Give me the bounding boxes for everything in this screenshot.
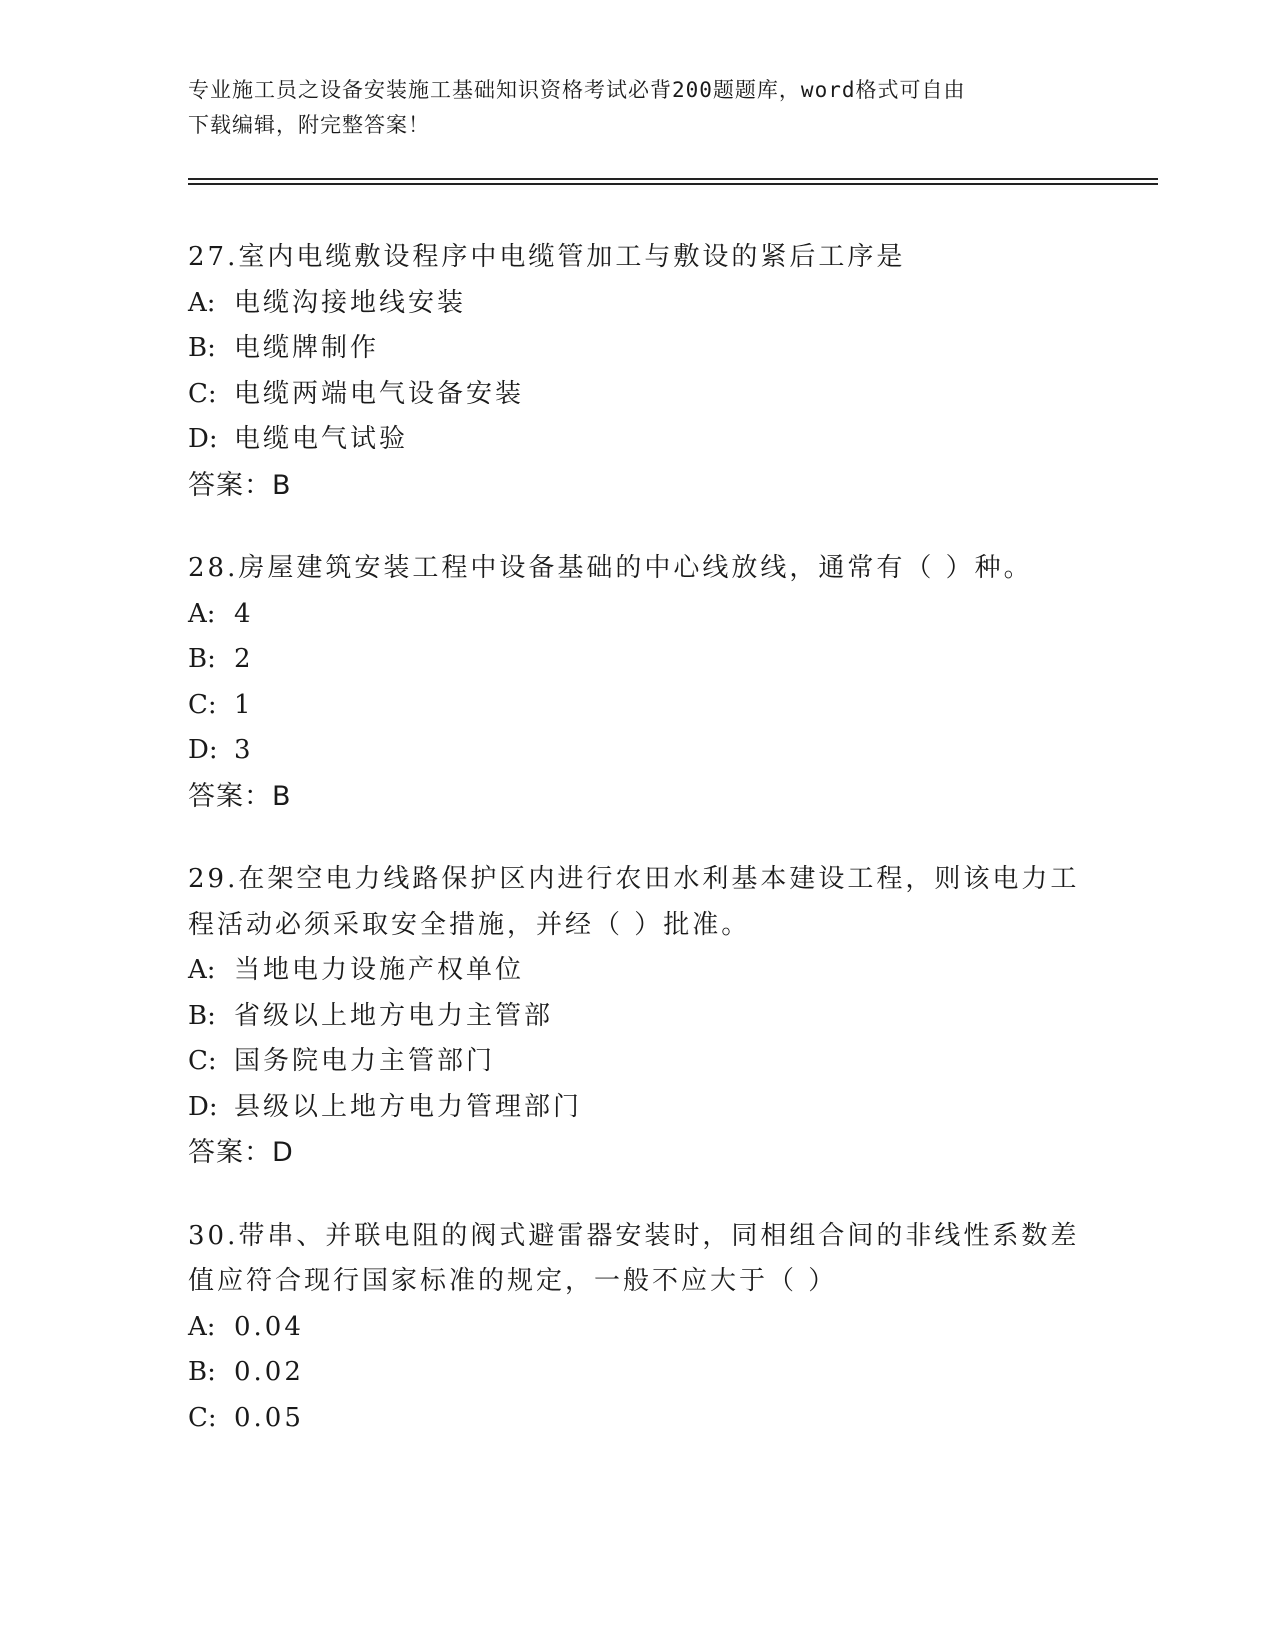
- option-key: C:: [188, 689, 217, 720]
- question-text: 27.室内电缆敷设程序中电缆管加工与敷设的紧后工序是: [188, 242, 906, 272]
- option-a: [188, 948, 1088, 994]
- option-text: 电缆牌制作: [234, 333, 380, 363]
- option-c: [188, 372, 1088, 418]
- option-key: B:: [188, 1000, 216, 1031]
- header-divider-top: [188, 178, 1158, 180]
- option-text: 1: [234, 689, 254, 720]
- option-key: C:: [188, 1402, 217, 1433]
- option-text: 县级以上地方电力管理部门: [234, 1091, 583, 1122]
- option-d: [188, 728, 1088, 774]
- option-text: 国务院电力主管部门: [234, 1046, 496, 1076]
- option-d: [188, 1085, 1088, 1131]
- option-text: 4: [234, 598, 254, 629]
- option-key: B:: [188, 333, 216, 363]
- option-key: A:: [188, 955, 216, 985]
- option-key: A:: [188, 598, 216, 629]
- option-a: [188, 592, 1088, 638]
- header-line-1: 专业施工员之设备安装施工基础知识资格考试必背200题题库，word格式可自由: [188, 78, 966, 102]
- option-text: 电缆沟接地线安装: [234, 287, 467, 318]
- option-a: [188, 281, 1088, 327]
- question-text: 29.在架空电力线路保护区内进行农田水利基本建设工程，则该电力工程活动必须采取安全措施，并经（ ）批准。: [188, 864, 1080, 940]
- option-key: B:: [188, 1357, 216, 1387]
- option-key: A:: [188, 1311, 216, 1342]
- option-key: B:: [188, 644, 216, 674]
- option-key: C:: [188, 1046, 217, 1076]
- option-b: [188, 994, 1088, 1040]
- question-29: [188, 857, 1088, 1176]
- option-b: [188, 326, 1088, 372]
- question-list: [188, 235, 1088, 1479]
- option-key: D:: [188, 1091, 218, 1122]
- answer-line: 答案：B: [188, 780, 292, 812]
- answer-line: 答案：D: [188, 1137, 294, 1168]
- option-key: D:: [188, 735, 218, 765]
- option-text: 电缆两端电气设备安装: [234, 378, 525, 409]
- document-header: [188, 73, 1068, 143]
- option-text: 当地电力设施产权单位: [234, 955, 525, 985]
- option-b: [188, 637, 1088, 683]
- question-text: 28.房屋建筑安装工程中设备基础的中心线放线，通常有（ ）种。: [188, 553, 1033, 583]
- option-text: 0.05: [234, 1402, 304, 1433]
- question-text: 30.带串、并联电阻的阀式避雷器安装时，同相组合间的非线性系数差值应符合现行国家标准的规定，一般不应大于（ ）: [188, 1220, 1080, 1296]
- header-divider-bottom: [188, 183, 1158, 185]
- option-key: C:: [188, 378, 217, 409]
- option-b: [188, 1350, 1088, 1396]
- question-27: [188, 235, 1088, 508]
- option-key: A:: [188, 287, 216, 318]
- option-key: D:: [188, 424, 218, 454]
- option-text: 0.02: [234, 1357, 304, 1387]
- option-text: 电缆电气试验: [234, 424, 409, 454]
- answer-line: 答案：B: [188, 469, 292, 501]
- question-30: [188, 1214, 1088, 1442]
- option-text: 省级以上地方电力主管部: [234, 1000, 554, 1031]
- option-text: 2: [234, 644, 254, 674]
- header-line-2: 下载编辑，附完整答案！: [188, 113, 430, 137]
- option-c: [188, 1396, 1088, 1442]
- option-c: [188, 683, 1088, 729]
- option-c: [188, 1039, 1088, 1085]
- option-d: [188, 417, 1088, 463]
- option-text: 3: [234, 735, 254, 765]
- option-text: 0.04: [234, 1311, 304, 1342]
- option-a: [188, 1305, 1088, 1351]
- question-28: [188, 546, 1088, 819]
